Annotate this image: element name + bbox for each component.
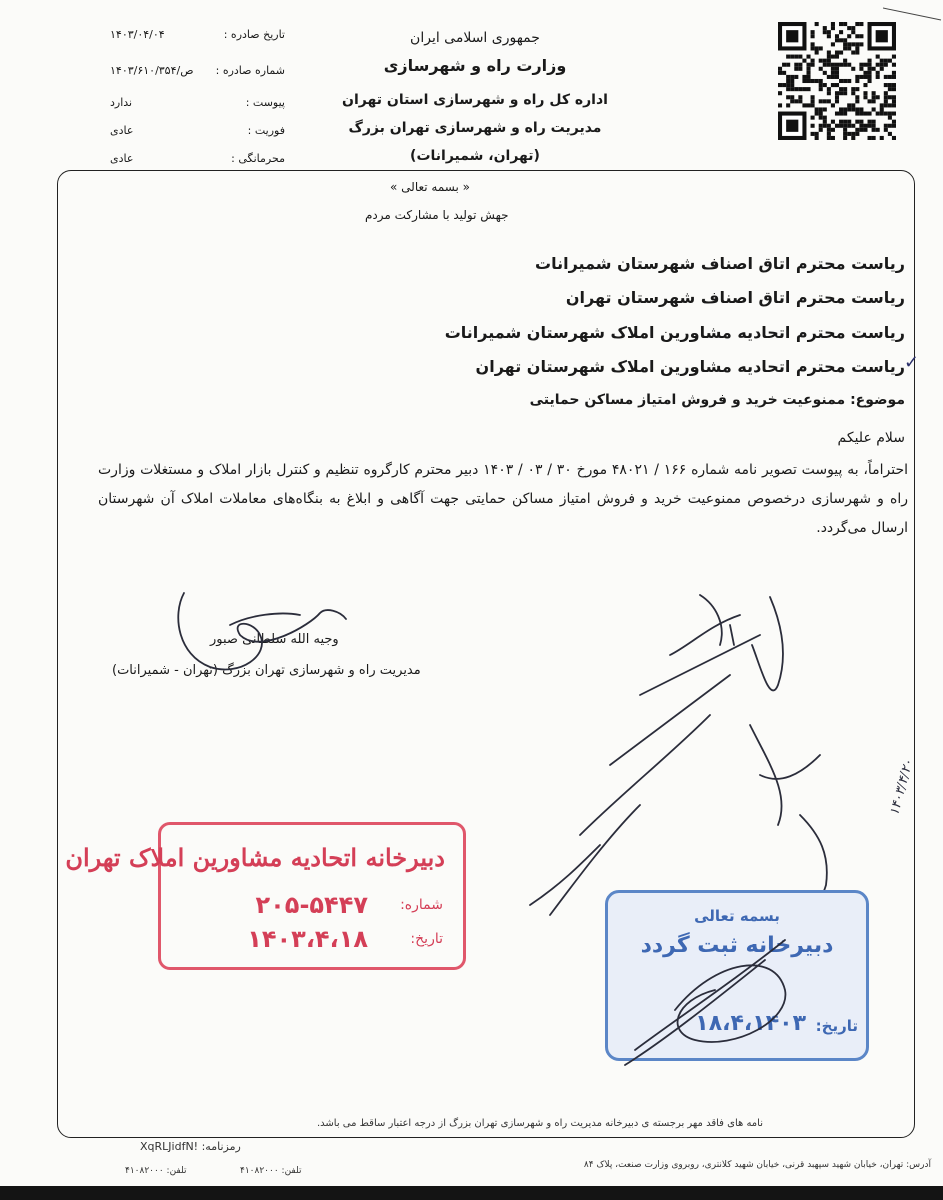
- header-directorate: اداره کل راه و شهرسازی استان تهران: [342, 92, 608, 108]
- meta-attachment-label: پیوست :: [245, 96, 285, 109]
- blue-stamp-date-label: تاریخ:: [815, 1017, 858, 1035]
- addressee-4: ریاست محترم اتحادیه مشاورین املاک شهرستان تهران: [475, 357, 905, 376]
- footer-phone-1: تلفن: ۴۱۰۸۲۰۰۰: [240, 1166, 302, 1176]
- red-stamp-title: دبیرخانه اتحادیه مشاورین املاک تهران: [65, 843, 445, 872]
- meta-confidentiality-label: محرمانگی :: [231, 152, 285, 165]
- footer-address: آدرس: تهران، خیابان شهید سپهبد قرنی، خیابان شهید کلانتری، روبروی وزارت صنعت، پلاک ۸۴: [583, 1160, 931, 1170]
- meta-issue-date-value: ۱۴۰۳/۰۴/۰۴: [110, 28, 165, 41]
- footer-passcode-value: XqRLJidfN!: [140, 1140, 199, 1153]
- letter-body: احتراماً، به پیوست تصویر نامه شماره ۱۶۶ / ۴۸۰۲۱ مورخ ۳۰ / ۰۳ / ۱۴۰۳ دبیر محترم کارگروه تنظیم و کنترل بازار املاک و مستغلات وزارت راه و شهرسازی درخصوص ممنوعیت خرید و فروش امتیاز مساکن حمایتی جهت آگاهی و ابلاغ به بنگاه‌های معاملات املاک آن شهرستان ارسال می‌گردد.: [98, 462, 909, 536]
- header-region: (تهران، شمیرانات): [410, 148, 540, 164]
- subject-line: [530, 392, 905, 408]
- meta-attachment: [110, 96, 285, 109]
- handwritten-date: ۱۴۰۳/۴/۲۰: [887, 757, 917, 818]
- meta-issue-number-label: شماره صادره :: [215, 64, 285, 77]
- meta-issue-number: [110, 64, 285, 77]
- page-edge-line: [883, 0, 943, 40]
- slogan: جهش تولید با مشارکت مردم: [365, 208, 509, 222]
- footer-phone-2: تلفن: ۴۱۰۸۲۰۰۰: [125, 1166, 187, 1176]
- meta-confidentiality: [110, 152, 285, 165]
- signer-title: مدیریت راه و شهرسازی تهران بزرگ (تهران - شمیرانات): [112, 663, 421, 678]
- subject-label: موضوع:: [850, 392, 905, 408]
- basmala: « بسمه تعالی »: [390, 180, 470, 194]
- subject-text: ممنوعیت خرید و فروش امتیاز مساکن حمایتی: [529, 392, 846, 408]
- footer-note: [317, 1118, 763, 1129]
- header-management: مدیریت راه و شهرسازی تهران بزرگ: [348, 120, 602, 136]
- blue-stamp-date-value: ۱۸،۴،۱۴۰۳: [695, 1011, 806, 1036]
- meta-urgency-label: فوریت :: [247, 124, 285, 137]
- blue-stamp-signature: [615, 920, 815, 1070]
- header-ministry: وزارت راه و شهرسازی: [383, 56, 567, 75]
- addressee-3: ریاست محترم اتحادیه مشاورین املاک شهرستان شمیرانات: [444, 323, 905, 342]
- greeting: سلام علیکم: [837, 430, 905, 446]
- footer-note-text: نامه های فاقد مهر برجسته ی دبیرخانه مدیریت راه و شهرسازی تهران بزرگ از درجه اعتبار ساقط می باشد.: [316, 1118, 763, 1129]
- meta-confidentiality-value: عادی: [110, 152, 134, 165]
- meta-issue-number-value: ۱۴۰۳/۶۱۰/۳۵۴/ص: [110, 64, 194, 77]
- meta-issue-date-label: تاریخ صادره :: [223, 28, 285, 41]
- red-stamp-number-label: شماره:: [400, 897, 443, 913]
- qr-code-graphic: [778, 22, 896, 140]
- footer-passcode-label: رمزنامه:: [201, 1140, 241, 1153]
- addressee-2: ریاست محترم اتاق اصناف شهرستان تهران: [565, 288, 905, 307]
- meta-urgency-value: عادی: [110, 124, 134, 137]
- handwritten-notes: [520, 585, 850, 935]
- blue-stamp-line1: بسمه تعالی: [694, 907, 780, 925]
- signer-name: وجیه الله سلطانی صبور: [210, 632, 339, 647]
- red-secretariat-stamp: [65, 822, 466, 970]
- signature: [170, 585, 370, 675]
- header-country: جمهوری اسلامی ایران: [410, 30, 540, 46]
- red-stamp-date-label: تاریخ:: [410, 931, 443, 947]
- addressee-1: ریاست محترم اتاق اصناف شهرستان شمیرانات: [535, 254, 905, 273]
- meta-urgency: [110, 124, 285, 137]
- red-stamp-date-value: ۱۴۰۳،۴،۱۸: [247, 925, 368, 953]
- red-stamp-number-value: ۲۰۵-۵۴۴۷: [255, 891, 368, 919]
- footer-passcode: [140, 1140, 241, 1153]
- bottom-bar: [0, 1186, 943, 1200]
- check-mark-icon: ✓: [904, 352, 920, 373]
- meta-attachment-value: ندارد: [110, 96, 133, 109]
- meta-issue-date: [110, 28, 285, 41]
- blue-stamp-line2: دبیرخانه ثبت گردد: [640, 933, 834, 958]
- qr-code: [778, 22, 896, 140]
